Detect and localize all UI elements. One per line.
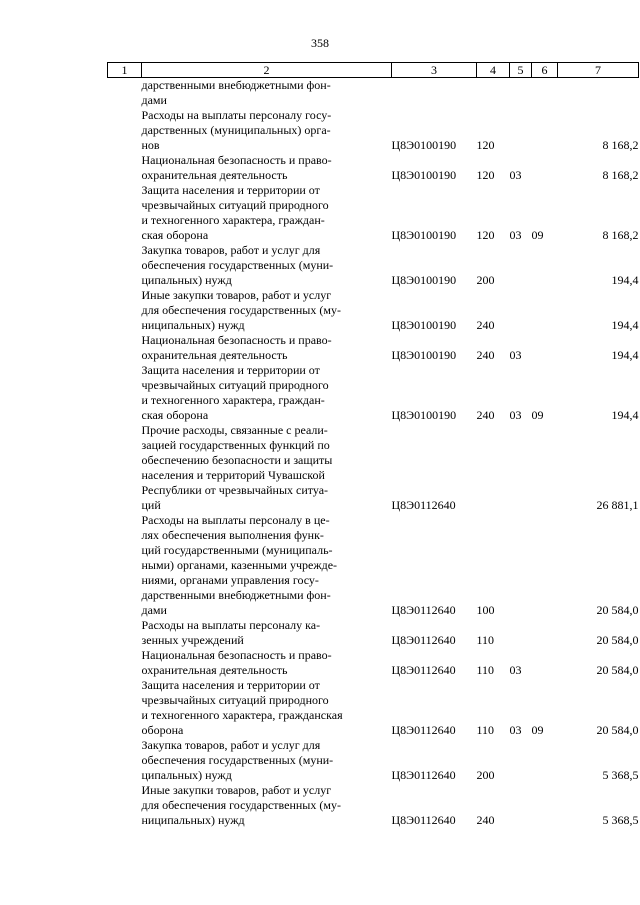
row-name-line: Иные закупки товаров, работ и услуг — [141, 783, 332, 797]
row-name-line: ская оборона — [141, 408, 209, 422]
section-code-cell — [510, 78, 532, 109]
expense-type-code-cell: 120 — [476, 228, 495, 242]
section-code-cell — [510, 618, 532, 648]
amount-cell: 20 584,0 — [596, 663, 639, 677]
row-name-line: обеспечения государственных (муни- — [141, 258, 334, 272]
row-name-line: чрезвычайных ситуаций природного — [141, 693, 329, 707]
table-row — [108, 648, 639, 678]
table-row — [108, 618, 639, 648]
expense-type-code-cell: 110 — [476, 633, 495, 647]
amount-cell: 194,4 — [611, 318, 639, 332]
table-row — [108, 738, 639, 783]
row-name-line: нов — [141, 138, 160, 152]
row-name-line: Иные закупки товаров, работ и услуг — [141, 288, 332, 302]
amount-cell: 8 168,2 — [602, 138, 639, 152]
section-code-cell — [510, 288, 532, 333]
row-index-cell — [108, 288, 142, 333]
section-code-cell — [510, 243, 532, 288]
row-name-cell — [142, 153, 392, 183]
row-name-line: ций — [141, 498, 161, 512]
row-name-line: ская оборона — [141, 228, 209, 242]
row-name-line: ципальных) нужд — [141, 273, 232, 287]
column-header-4: 4 — [477, 63, 510, 78]
column-header-5: 5 — [510, 63, 532, 78]
subsection-code-cell — [532, 618, 558, 648]
table-row — [108, 153, 639, 183]
expense-type-code-cell: 240 — [476, 813, 495, 827]
row-name-line: охранительная деятельность — [141, 348, 288, 362]
row-name-cell — [142, 783, 392, 828]
row-index-cell — [108, 183, 142, 243]
subsection-code-cell — [532, 333, 558, 363]
subsection-code-cell — [532, 423, 558, 513]
target-article-code-cell: Ц8Э0100190 — [391, 168, 457, 182]
row-name-line: Защита населения и территории от — [141, 183, 320, 197]
target-article-code-cell: Ц8Э0100190 — [391, 318, 457, 332]
table-row — [108, 513, 639, 618]
row-index-cell — [108, 78, 142, 109]
target-article-code-cell: Ц8Э0112640 — [391, 633, 456, 647]
table-row — [108, 183, 639, 243]
row-index-cell — [108, 678, 142, 738]
expense-type-code-cell: 240 — [476, 408, 495, 422]
row-name-line: зацией государственных функций по — [141, 438, 330, 452]
row-name-line: обеспечения государственных (муни- — [141, 753, 334, 767]
section-code-cell: 03 — [509, 348, 522, 362]
section-code-cell — [510, 423, 532, 513]
expense-type-code-cell: 110 — [476, 663, 495, 677]
row-name-line: Закупка товаров, работ и услуг для — [141, 738, 321, 752]
amount-cell: 194,4 — [611, 273, 639, 287]
row-name-line: лях обеспечения выполнения функ- — [141, 528, 324, 542]
row-index-cell — [108, 513, 142, 618]
amount-cell: 26 881,1 — [596, 498, 639, 512]
row-name-line: чрезвычайных ситуаций природного — [141, 198, 329, 212]
section-code-cell: 03 — [509, 723, 522, 737]
row-index-cell — [108, 618, 142, 648]
row-name-line: Республики от чрезвычайных ситуа- — [141, 483, 329, 497]
row-name-line: дарственными внебюджетными фон- — [141, 588, 331, 602]
page-number: 358 — [311, 36, 329, 50]
table-row — [108, 288, 639, 333]
row-index-cell — [108, 333, 142, 363]
row-index-cell — [108, 738, 142, 783]
subsection-code-cell: 09 — [531, 228, 544, 242]
amount-cell: 194,4 — [611, 348, 639, 362]
subsection-code-cell — [532, 738, 558, 783]
row-index-cell — [108, 648, 142, 678]
row-name-line: ниципальных) нужд — [141, 813, 245, 827]
section-code-cell — [510, 513, 532, 618]
subsection-code-cell — [532, 648, 558, 678]
subsection-code-cell: 09 — [531, 723, 544, 737]
row-name-line: Прочие расходы, связанные с реали- — [141, 423, 328, 437]
amount-cell: 5 368,5 — [602, 813, 639, 827]
row-name-line: Национальная безопасность и право- — [141, 648, 332, 662]
row-name-cell — [142, 288, 392, 333]
target-article-code-cell — [392, 78, 477, 109]
table-row — [108, 423, 639, 513]
amount-cell: 8 168,2 — [602, 228, 639, 242]
subsection-code-cell — [532, 288, 558, 333]
subsection-code-cell — [532, 783, 558, 828]
row-name-line: охранительная деятельность — [141, 663, 288, 677]
amount-cell — [558, 78, 639, 109]
row-name-line: чрезвычайных ситуаций природного — [141, 378, 329, 392]
table-row — [108, 783, 639, 828]
target-article-code-cell: Ц8Э0100190 — [391, 138, 457, 152]
section-code-cell: 03 — [509, 228, 522, 242]
expense-type-code-cell: 100 — [476, 603, 495, 617]
row-index-cell — [108, 153, 142, 183]
column-header-2: 2 — [142, 63, 392, 78]
row-name-line: ниями, органами управления госу- — [141, 573, 319, 587]
row-name-cell — [142, 648, 392, 678]
target-article-code-cell: Ц8Э0112640 — [391, 663, 456, 677]
expense-type-code-cell: 240 — [476, 318, 495, 332]
row-name-line: оборона — [141, 723, 184, 737]
target-article-code-cell: Ц8Э0112640 — [391, 768, 456, 782]
subsection-code-cell — [532, 78, 558, 109]
table-row — [108, 333, 639, 363]
row-name-line: дарственных (муниципальных) орга- — [141, 123, 331, 137]
target-article-code-cell: Ц8Э0112640 — [391, 723, 456, 737]
amount-cell: 20 584,0 — [596, 723, 639, 737]
row-name-line: зенных учреждений — [141, 633, 244, 647]
row-name-cell — [142, 513, 392, 618]
expense-type-code-cell: 240 — [476, 348, 495, 362]
amount-cell: 194,4 — [611, 408, 639, 422]
section-code-cell: 03 — [509, 168, 522, 182]
row-index-cell — [108, 108, 142, 153]
row-name-line: Расходы на выплаты персоналу госу- — [141, 108, 332, 122]
amount-cell: 20 584,0 — [596, 633, 639, 647]
table-row — [108, 108, 639, 153]
target-article-code-cell: Ц8Э0112640 — [391, 813, 456, 827]
row-name-cell — [142, 183, 392, 243]
row-name-line: Расходы на выплаты персоналу ка- — [141, 618, 321, 632]
row-index-cell — [108, 783, 142, 828]
row-name-line: дарственными внебюджетными фон- — [141, 78, 331, 92]
row-name-line: Национальная безопасность и право- — [141, 333, 332, 347]
row-name-line: для обеспечения государственных (му- — [141, 798, 341, 812]
row-name-line: Расходы на выплаты персоналу в це- — [141, 513, 330, 527]
budget-table — [107, 62, 639, 828]
row-name-cell — [142, 678, 392, 738]
section-code-cell — [510, 783, 532, 828]
table-row — [108, 243, 639, 288]
amount-cell: 8 168,2 — [602, 168, 639, 182]
target-article-code-cell: Ц8Э0112640 — [391, 603, 456, 617]
subsection-code-cell — [532, 243, 558, 288]
expense-type-code-cell: 200 — [476, 273, 495, 287]
row-name-line: ными) органами, казенными учрежде- — [141, 558, 338, 572]
row-name-line: дами — [141, 603, 167, 617]
subsection-code-cell — [532, 153, 558, 183]
subsection-code-cell — [532, 108, 558, 153]
row-name-cell — [142, 108, 392, 153]
row-name-line: и техногенного характера, граждан- — [141, 213, 325, 227]
row-name-cell — [142, 243, 392, 288]
column-header-3: 3 — [392, 63, 477, 78]
row-name-cell — [142, 363, 392, 423]
row-name-line: дами — [141, 93, 167, 107]
row-name-line: ниципальных) нужд — [141, 318, 245, 332]
expense-type-code-cell: 200 — [476, 768, 495, 782]
row-name-line: Защита населения и территории от — [141, 678, 320, 692]
table-body — [108, 78, 639, 829]
column-header-1: 1 — [108, 63, 142, 78]
section-code-cell — [510, 108, 532, 153]
row-name-line: и техногенного характера, гражданская — [141, 708, 343, 722]
row-name-line: охранительная деятельность — [141, 168, 288, 182]
table-row — [108, 78, 639, 109]
row-name-cell — [142, 738, 392, 783]
target-article-code-cell: Ц8Э0112640 — [391, 498, 456, 512]
row-name-cell — [142, 333, 392, 363]
section-code-cell: 03 — [509, 663, 522, 677]
section-code-cell — [510, 738, 532, 783]
row-name-line: Национальная безопасность и право- — [141, 153, 332, 167]
row-name-line: обеспечению безопасности и защиты — [141, 453, 333, 467]
target-article-code-cell: Ц8Э0100190 — [391, 228, 457, 242]
row-name-line: ций государственными (муниципаль- — [141, 543, 333, 557]
row-name-line: для обеспечения государственных (му- — [141, 303, 341, 317]
target-article-code-cell: Ц8Э0100190 — [391, 408, 457, 422]
row-name-line: Закупка товаров, работ и услуг для — [141, 243, 321, 257]
row-name-cell — [142, 618, 392, 648]
expense-type-code-cell — [477, 78, 510, 109]
target-article-code-cell: Ц8Э0100190 — [391, 348, 457, 362]
table-row — [108, 363, 639, 423]
target-article-code-cell: Ц8Э0100190 — [391, 273, 457, 287]
subsection-code-cell: 09 — [531, 408, 544, 422]
row-name-line: Защита населения и территории от — [141, 363, 320, 377]
row-name-line: ципальных) нужд — [141, 768, 232, 782]
row-name-line: населения и территорий Чувашской — [141, 468, 325, 482]
expense-type-code-cell: 110 — [476, 723, 495, 737]
expense-type-code-cell — [477, 423, 510, 513]
expense-type-code-cell: 120 — [476, 138, 495, 152]
row-name-cell — [142, 78, 392, 109]
expense-type-code-cell: 120 — [476, 168, 495, 182]
row-index-cell — [108, 423, 142, 513]
amount-cell: 20 584,0 — [596, 603, 639, 617]
section-code-cell: 03 — [509, 408, 522, 422]
row-index-cell — [108, 243, 142, 288]
row-index-cell — [108, 363, 142, 423]
subsection-code-cell — [532, 513, 558, 618]
row-name-cell — [142, 423, 392, 513]
column-header-7: 7 — [558, 63, 639, 78]
table-row — [108, 678, 639, 738]
column-header-6: 6 — [532, 63, 558, 78]
table-header-row — [108, 63, 639, 78]
amount-cell: 5 368,5 — [602, 768, 639, 782]
row-name-line: и техногенного характера, граждан- — [141, 393, 325, 407]
